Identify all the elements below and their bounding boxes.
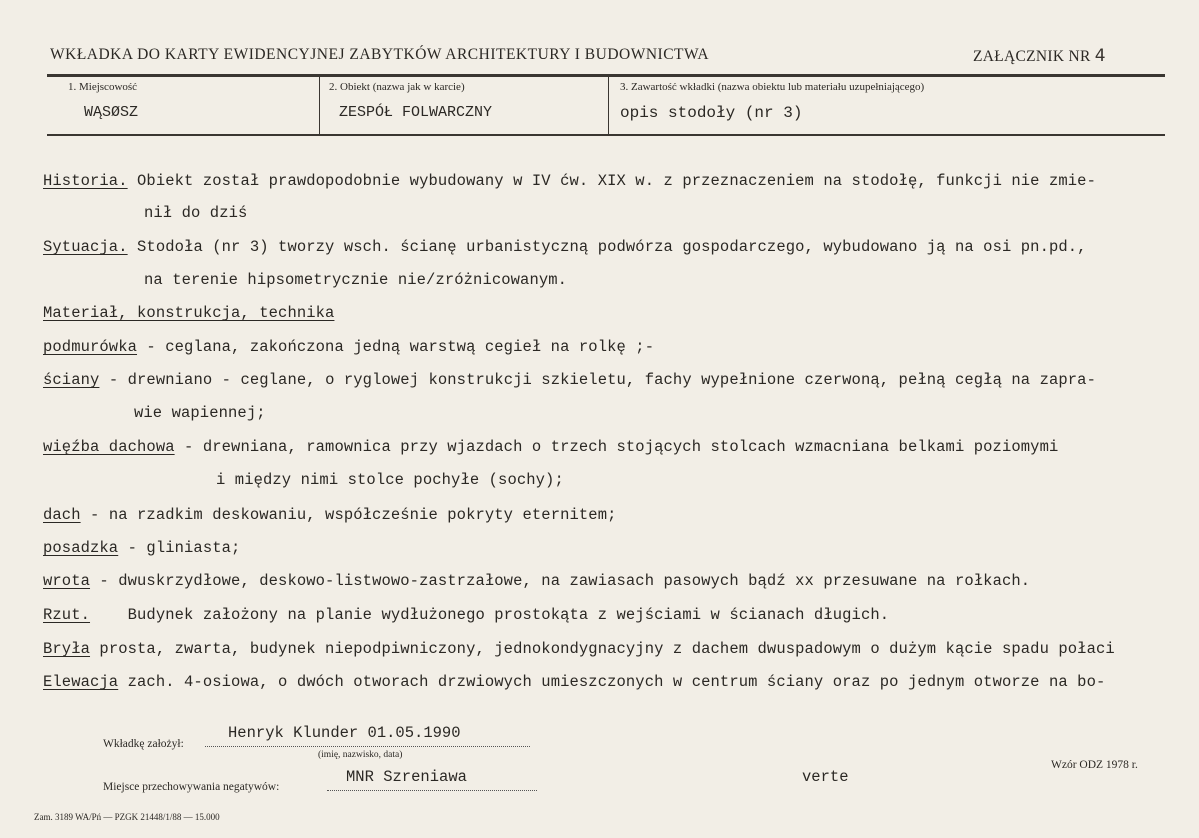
bryla-text: prosta, zwarta, budynek niepodpiwniczony, jednokondygnacyjny z dachem dwuspadowym o dużym kącie spadu połaci xyxy=(99,640,1115,658)
negatives-value: MNR Szreniawa xyxy=(346,768,467,786)
content-label: 3. Zawartość wkładki (nazwa obiektu lub materiału uzupełniającego) xyxy=(620,81,925,93)
dach-text: - na rzadkim deskowaniu, współcześnie pokryty eternitem; xyxy=(90,506,617,524)
elewacja-line xyxy=(43,673,1105,691)
wrota-text: - dwuskrzydłowe, deskowo-listwowo-zastrzałowe, na zawiasach pasowych bądź xx przesuwane na rołkach. xyxy=(99,572,1031,590)
field-divider-2 xyxy=(608,76,609,135)
podmurowka-line xyxy=(43,338,654,356)
historia-text-2: nił do dziś xyxy=(144,204,248,222)
dach-heading: dach xyxy=(43,506,81,524)
wiezba-text-2: i między nimi stolce pochyłe (sochy); xyxy=(216,471,564,489)
rzut-heading: Rzut. xyxy=(43,606,91,624)
negatives-label: Miejsce przechowywania negatywów: xyxy=(103,781,280,793)
wiezba-line-1 xyxy=(43,438,1058,456)
wiezba-text-1: - drewniana, ramownica przy wjazdach o trzech stojących stolcach wzmacniana belkami poziomymi xyxy=(184,438,1059,456)
negatives-dotline xyxy=(327,790,537,791)
template-label: Wzór ODZ 1978 r. xyxy=(1051,759,1138,771)
verte-label: verte xyxy=(802,768,849,786)
wrota-heading: wrota xyxy=(43,572,91,590)
elewacja-heading: Elewacja xyxy=(43,673,119,691)
posadzka-heading: posadzka xyxy=(43,539,119,557)
sciany-line-1 xyxy=(43,371,1096,389)
header-rule-top xyxy=(47,74,1165,77)
locality-label: 1. Miejscowość xyxy=(68,81,138,93)
sciany-heading: ściany xyxy=(43,371,100,389)
posadzka-text: - gliniasta; xyxy=(127,539,241,557)
material-heading: Materiał, konstrukcja, technika xyxy=(43,304,335,322)
created-by-label: Wkładkę założył: xyxy=(103,738,184,750)
rzut-text: Budynek założony na planie wydłużonego prostokąta z wejściami w ścianach długich. xyxy=(127,606,890,624)
bryla-heading: Bryła xyxy=(43,640,91,658)
object-value: ZESPÓŁ FOLWARCZNY xyxy=(339,104,493,121)
rzut-line xyxy=(43,606,889,624)
attachment-number xyxy=(973,46,1106,66)
wiezba-heading: więźba dachowa xyxy=(43,438,175,456)
wrota-line xyxy=(43,572,1030,590)
dach-line xyxy=(43,506,617,524)
historia-line-1 xyxy=(43,172,1096,190)
form-title: WKŁADKA DO KARTY EWIDENCYJNEJ ZABYTKÓW ARCHITEKTURY I BUDOWNICTWA xyxy=(50,46,710,63)
sytuacja-line-1 xyxy=(43,238,1087,256)
elewacja-text: zach. 4-osiowa, o dwóch otworach drzwiowych umieszczonych w centrum ściany oraz po jednym otworze na bo- xyxy=(127,673,1106,691)
created-by-value: Henryk Klunder 01.05.1990 xyxy=(228,724,461,742)
bryla-line xyxy=(43,640,1115,658)
content-value: opis stodoły (nr 3) xyxy=(620,104,803,122)
print-info: Zam. 3189 WA/Pń — PZGK 21448/1/88 — 15.000 xyxy=(34,812,220,822)
sciany-text-2: wie wapiennej; xyxy=(134,404,266,422)
object-label: 2. Obiekt (nazwa jak w karcie) xyxy=(329,81,465,93)
sytuacja-heading: Sytuacja. xyxy=(43,238,128,256)
sytuacja-text-2: na terenie hipsometrycznie nie/zróżnicowanym. xyxy=(144,271,568,289)
sciany-text-1: - drewniano - ceglane, o ryglowej konstrukcji szkieletu, fachy wypełnione czerwoną, pełną cegłą na zapra- xyxy=(108,371,1096,389)
sytuacja-text-1: Stodoła (nr 3) tworzy wsch. ścianę urbanistyczną podwórza gospodarczego, wybudowano ją na osi pn.pd., xyxy=(137,238,1087,256)
podmurowka-heading: podmurówka xyxy=(43,338,138,356)
header-rule-bottom xyxy=(47,134,1165,136)
created-by-hint: (imię, nazwisko, data) xyxy=(318,750,403,760)
posadzka-line xyxy=(43,539,240,557)
podmurowka-text: - ceglana, zakończona jedną warstwą cegieł na rolkę ;- xyxy=(146,338,655,356)
attachment-number-value: 4 xyxy=(1094,46,1106,66)
created-by-dotline xyxy=(205,746,530,747)
historia-heading: Historia. xyxy=(43,172,128,190)
locality-value: WĄSØSZ xyxy=(84,104,139,121)
attachment-label: ZAŁĄCZNIK NR xyxy=(973,48,1091,65)
field-divider-1 xyxy=(319,76,320,135)
historia-text-1: Obiekt został prawdopodobnie wybudowany w IV ćw. XIX w. z przeznaczeniem na stodołę, funkcji nie zmie- xyxy=(137,172,1096,190)
